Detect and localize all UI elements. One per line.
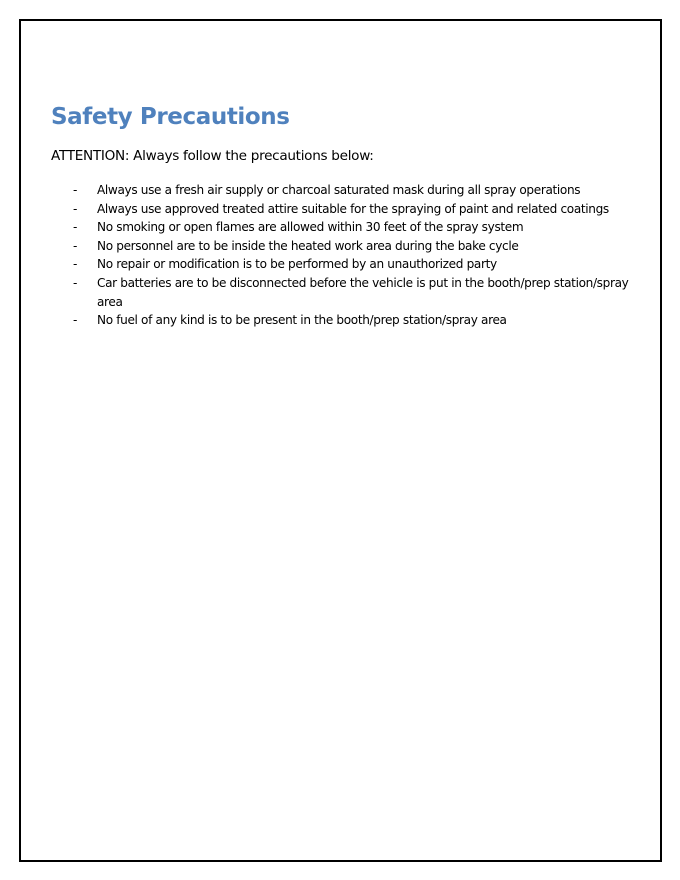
list-item — [51, 274, 641, 311]
dash-bullet: - — [73, 201, 78, 216]
dash-bullet: - — [73, 238, 78, 253]
precaution-text: No repair or modification is to be performed by an unauthorized party — [97, 257, 497, 272]
precaution-text: No fuel of any kind is to be present in the booth/prep station/spray area — [97, 313, 507, 328]
dash-bullet: - — [73, 257, 78, 272]
list-item — [51, 181, 641, 200]
page-title: Safety Precautions — [51, 104, 290, 130]
dash-bullet: - — [73, 220, 78, 235]
attention-note: ATTENTION: Always follow the precautions below: — [51, 148, 374, 164]
precautions-list — [51, 181, 641, 330]
precaution-text: Always use a fresh air supply or charcoal saturated mask during all spray operations — [97, 183, 581, 197]
page-border — [19, 19, 662, 862]
document-body — [51, 101, 641, 330]
precaution-text: No smoking or open flames are allowed within 30 feet of the spray system — [97, 220, 524, 235]
dash-bullet: - — [73, 313, 78, 328]
precaution-text: Car batteries are to be disconnected before the vehicle is put in the booth/prep station/spray area — [97, 275, 629, 309]
list-item — [51, 311, 641, 330]
dash-bullet: - — [73, 183, 78, 197]
dash-bullet: - — [73, 275, 78, 290]
precaution-text: No personnel are to be inside the heated work area during the bake cycle — [97, 238, 519, 253]
list-item — [51, 218, 641, 237]
precaution-text: Always use approved treated attire suitable for the spraying of paint and related coatings — [97, 201, 609, 216]
list-item — [51, 200, 641, 219]
list-item — [51, 255, 641, 274]
list-item — [51, 237, 641, 256]
